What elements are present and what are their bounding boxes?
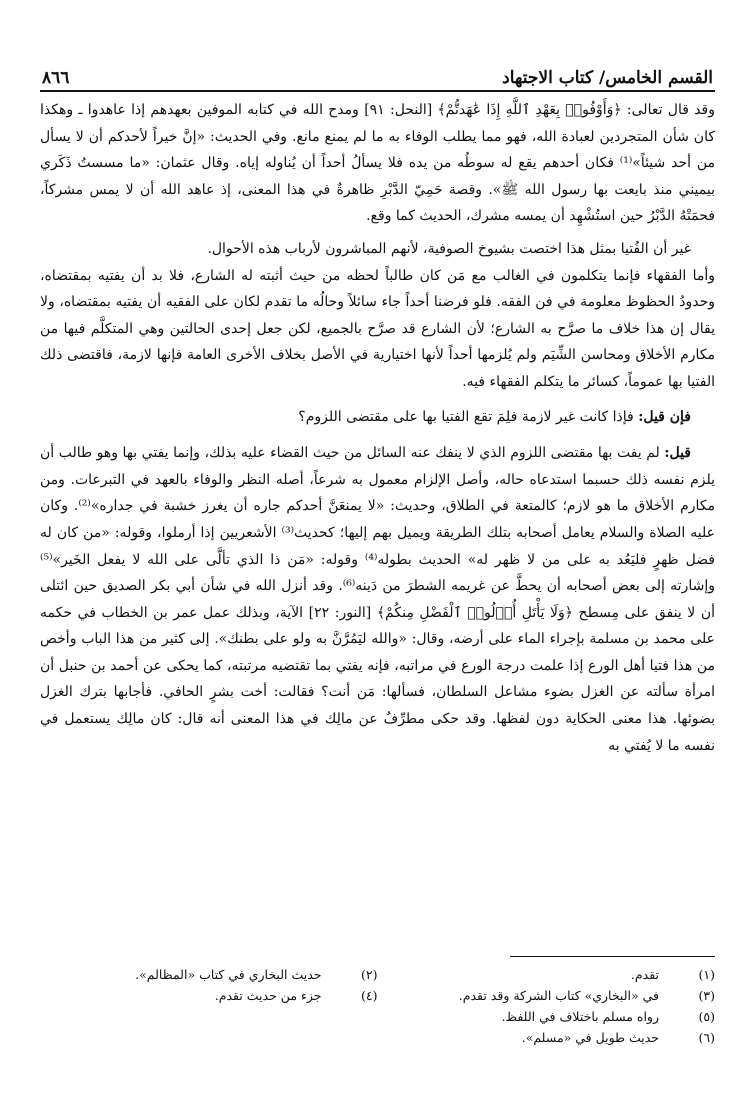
footnote-number: (٣) — [698, 988, 715, 1003]
footnote-6 — [40, 1027, 715, 1048]
footnote-number: (٤) — [361, 988, 378, 1003]
running-header — [42, 62, 713, 88]
footnote-text: رواه مسلم باختلاف في اللفظ. — [501, 1009, 659, 1024]
footnote-3 — [378, 985, 716, 1006]
page-number: ٨٦٦ — [42, 68, 70, 88]
footnote-text: تقدم. — [630, 967, 659, 982]
paragraph-1: وقد قال تعالى: ﴿وَأَوْفُوا۟ بِعَهْدِ ٱللَّهِ إِذَا عَٰهَدتُّمْ﴾ [النحل: ٩١] ومدح الله في كتابه الموفين بعهدهم إذا عاهدوا ـ وهكذا كان شأن المتجردين لعبادة الله، فهو مما يطلب الوفاء به ما لم يمنع مانع. وفي الحديث: «إنَّ خيراً لأحدكم أن لا يسأل من أحد شيئاً»⁽¹⁾ فكان أحدهم يقع له سوطُه من يده فلا يسألُ أحداً أن يُناوله إياه. وقال عثمان: «ما مسستُ ذَكَري بيميني منذ بايعت بها رسول الله ﷺ». وقصة حَمِيّ الدَّبْرِ ظاهرةٌ في هذا المعنى، إذ عاهد الله أن لا يمس مشركاً، فحمَتْهُ الدَّبْرُ حين استُشْهِد أن يمسه مشرك، الحديث كما وقع. — [40, 102, 715, 225]
footnote-number: (٦) — [698, 1030, 715, 1045]
footnote-5 — [40, 1006, 715, 1027]
footnote-row — [40, 964, 715, 985]
footnote-text: حديث البخاري في كتاب «المظالم». — [135, 967, 322, 982]
footnote-number: (٥) — [698, 1009, 715, 1024]
footnote-row — [40, 1027, 715, 1048]
question-text: فإذا كانت غير لازمة فلِمَ تقع الفتيا بها على مقتضى اللزوم؟ — [298, 408, 639, 425]
answer-paragraph — [40, 440, 715, 759]
answer-label: قيل: — [664, 445, 691, 462]
footnote-number: (١) — [698, 967, 715, 982]
header-title: القسم الخامس/ كتاب الاجتهاد — [502, 68, 713, 88]
question-paragraph — [40, 404, 715, 431]
footnote-text: جزء من حديث تقدم. — [214, 988, 322, 1003]
footnote-text: حديث طويل في «مسلم». — [521, 1030, 659, 1045]
paragraph-2: غير أن الفُتيا بمثل هذا اختصت بشيوخ الصوفية، لأنهم المباشرون لأرباب هذه الأحوال. — [207, 240, 691, 257]
footnote-row — [40, 1006, 715, 1027]
question-label: فإن قيل: — [638, 408, 691, 425]
footnote-2 — [40, 964, 378, 985]
main-text — [40, 97, 715, 759]
paragraph-3: وأما الفقهاء فإنما يتكلمون في الغالب مع مَن كان طالباً لحظه من حيث أثبته له الشارع، فلا بد أن يفتيه بمقتضاه، وحدودُ الحظوظ معلومة في فن الفقه. فلو فرضنا أحداً جاء سائلاً وحالُه ما تقدم لكان على الفقيه أن يفتيه بمقتضاه، ولا يقال إن هذا خلاف ما صرَّح به الشارع؛ لأن الشارع قد صرَّح بالجميع، لكن جعل إحدى الحالتين وهي المتكلَّم فيها من مكارم الأخلاق ومحاسن الشِّيَم ولم يُلزمها أحداً لأنها اختيارية في الأصل بخلاف الأخرى العامة فإنها لازمة، فاقتضى ذلك الفتيا بها عموماً، كسائر ما يتكلم الفقهاء فيه. — [40, 267, 715, 390]
footnote-4 — [40, 985, 378, 1006]
footnotes — [40, 964, 715, 1048]
footnote-row — [40, 985, 715, 1006]
footnote-rule — [510, 956, 715, 957]
header-rule — [40, 90, 715, 92]
footnote-text: في «البخاري» كتاب الشركة وقد تقدم. — [458, 988, 659, 1003]
footnote-1 — [378, 964, 716, 985]
footnote-number: (٢) — [361, 967, 378, 982]
answer-text: لم يفت بها مقتضى اللزوم الذي لا ينفك عنه السائل من حيث القضاء عليه بذلك، وإنما يفتي بها وهو طالب أن يلزم نفسه ذلك حسبما استدعاه حاله، وأصل الإلزام معمول به شرعاً، أصله النظر والوفاء بالعهد في التبرعات. ومن مكارم الأخلاق ما هو لازم؛ كالمتعة في الطلاق، وحديث: «لا يمنعَنَّ أحدكم جاره أن يغرز خشبة في جداره»⁽²⁾. وكان عليه الصلاة والسلام يعامل أصحابه بتلك الطريقة ويميل بهم إليها؛ كحديث⁽³⁾ الأشعريين إذا أرملوا، وقوله: «من كان له فضل ظهرٍ فليَعُد به على من لا ظهر له» الحديث بطوله⁽⁴⁾ وقوله: «مَن ذا الذي تألَّى على الله لا يفعل الخَير»⁽⁵⁾ وإشارته إلى بعض أصحابه أن يحطَّ عن غريمه الشطرَ من دَينه⁽⁶⁾. وقد أنزل الله في شأن أبي بكر الصديق حين ائتلى أن لا ينفق على مِسطح ﴿وَلَا يَأْتَلِ أُو۟لُوا۟ ٱلْفَضْلِ مِنكُمْ﴾ [النور: ٢٢] الآية، وبذلك عمل عمر بن الخطاب في حكمه على محمد بن مسلمة بإجراء الماء على أرضه، وقال: «والله ليَمُرَّنَّ به ولو على بطنك». إلى كثير من هذا الباب وأخص من هذا فتيا أهل الورع إذا علمت درجة الورع في مراتبه، فإنه يفتي بما تقتضيه مرتبته، كما يحكى عن أحمد بن حنبل أن امرأة سألته عن الغزل بضوء مشاعل السلطان، فسألها: مَن أنت؟ فقالت: أخت بشرٍ الحافي. فأجابها بترك الغزل بضوئها. هذا معنى الحكاية دون لفظها. وقد حكى مطرِّفٌ عن مالِك في هذا المعنى أنه قال: كان مالِك يستعمل في نفسه ما لا يُفتي به — [40, 445, 716, 754]
